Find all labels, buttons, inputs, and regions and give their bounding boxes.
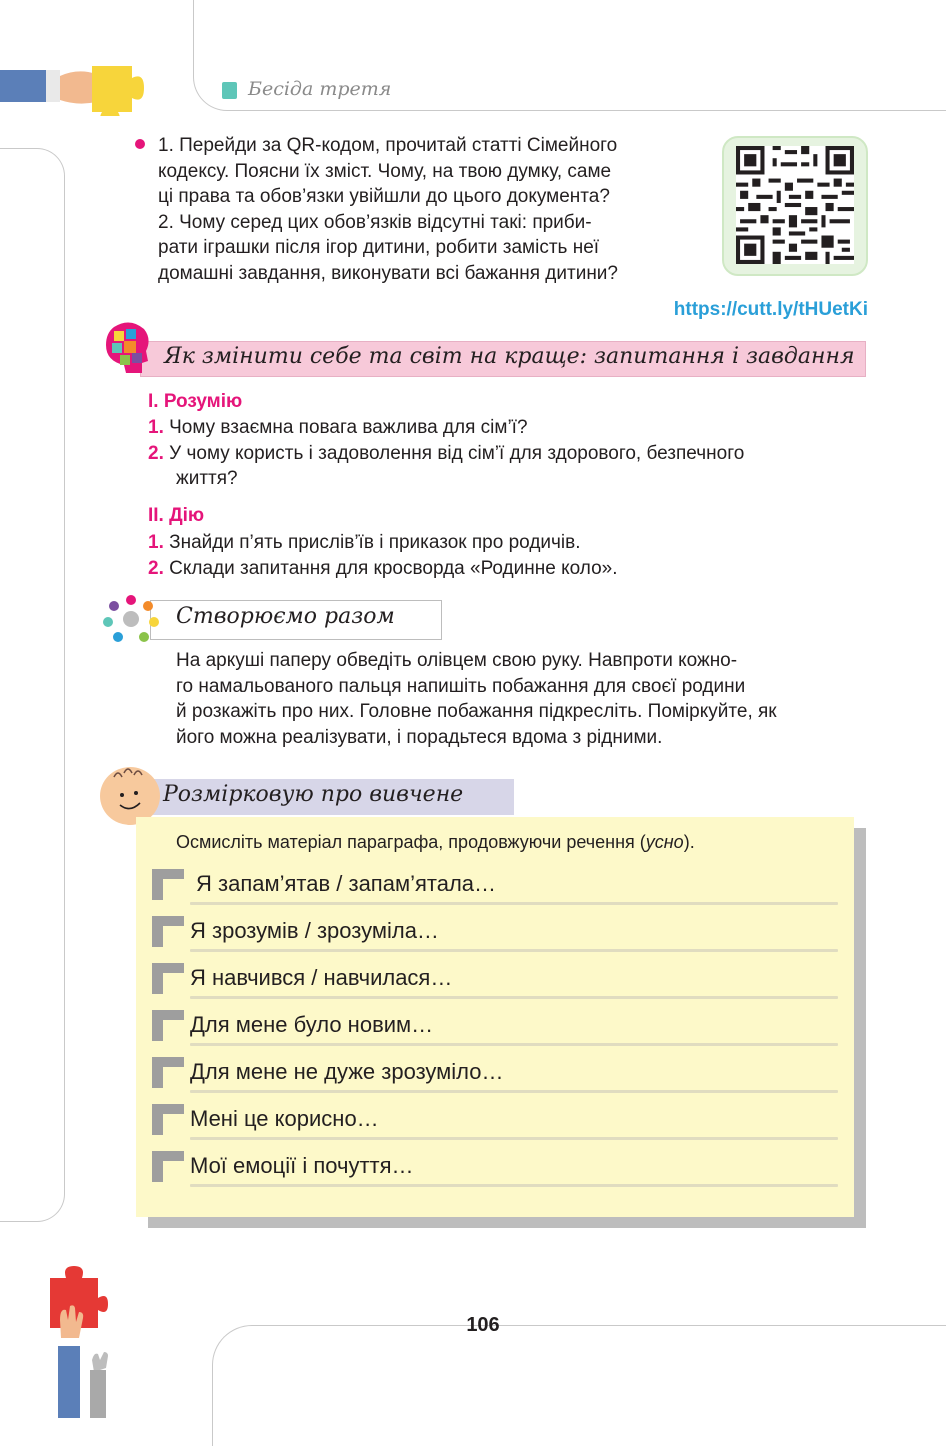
item-text: Чому взаємна повага важлива для сім’ї? [169, 417, 528, 438]
reflection-prompt: Мені це корисно… [190, 1106, 379, 1131]
questions-banner-title: Як змінити себе та світ на краще: запитання і завдання [164, 344, 855, 369]
item-number: 1. [148, 532, 164, 553]
qr-task-line: ці права та обов’язки увійшли до цього документа? [158, 186, 610, 207]
act-item [148, 556, 868, 582]
answer-line [190, 1137, 838, 1140]
prompt-marker-icon [152, 916, 184, 947]
footer-line [330, 1325, 458, 1326]
page-number: 106 [466, 1314, 500, 1336]
prompt-marker-icon [152, 1151, 184, 1182]
qr-task-line: 1. Перейди за QR-кодом, прочитай статті Сімейного [158, 135, 618, 156]
paragraph-line: На аркуші паперу обведіть олівцем свою руку. Навпроти кожно- [176, 650, 738, 671]
reflection-prompt: Я зрозумів / зрозуміла… [190, 918, 439, 943]
qr-task-line: рати іграшки після ігор дитини, робити замість неї [158, 237, 600, 258]
reflection-prompt-row [152, 1057, 842, 1097]
item-text: Знайди п’ять прислів’їв і приказок про родичів. [169, 532, 581, 553]
item-number: 2. [148, 443, 164, 464]
understand-heading: I. Розумію [148, 391, 243, 412]
reflection-prompt: Я запам’ятав / запам’ятала… [196, 871, 497, 896]
reflection-prompt-row [152, 963, 842, 1003]
act-item [148, 530, 868, 556]
reflection-prompt: Для мене було новим… [190, 1012, 434, 1037]
people-circle-icon [100, 594, 162, 644]
reflection-prompt: Для мене не дуже зрозуміло… [190, 1059, 504, 1084]
qr-link[interactable]: https://cutt.ly/tHUetKi [673, 299, 868, 320]
intro-text: Осмисліть матеріал параграфа, продовжуючи речення ( [176, 832, 646, 852]
answer-line [190, 949, 838, 952]
paragraph-line: його можна реалізувати, і порадьтеся вдома з рідними. [176, 726, 663, 748]
prompt-marker-icon [152, 1104, 184, 1135]
reflect-title: Розмірковую про вивчене [163, 782, 464, 807]
left-frame-line [0, 148, 65, 1222]
item-number: 2. [148, 558, 164, 579]
qr-task-line: 2. Чому серед цих обов’язків відсутні такі: приби- [158, 211, 592, 233]
reflection-prompt: Мої емоції і почуття… [190, 1153, 414, 1178]
answer-line [190, 1184, 838, 1187]
item-number: 1. [148, 417, 164, 438]
prompt-marker-icon [152, 1010, 184, 1041]
chapter-title: Бесіда третя [248, 78, 392, 100]
qr-task-text [158, 133, 700, 286]
reflection-prompt-row [152, 869, 842, 909]
create-together-text [176, 648, 868, 750]
prompt-marker-icon [152, 869, 184, 900]
paragraph-line: й розкажіть про них. Головне побажання підкресліть. Поміркуйте, як [176, 701, 777, 722]
intro-text-end: ). [683, 832, 695, 852]
hands-puzzle-icon [44, 1264, 124, 1418]
reflection-prompt-row [152, 1151, 842, 1191]
qr-code-frame[interactable] [722, 136, 868, 276]
colorful-head-icon [100, 321, 152, 379]
create-together-title: Створюємо разом [176, 604, 395, 629]
intro-italic: усно [645, 832, 684, 852]
reflection-prompt-row [152, 916, 842, 956]
answer-line [190, 1090, 838, 1093]
item-text: Склади запитання для кросворда «Родинне коло». [169, 558, 618, 579]
reflection-prompt-row [152, 1104, 842, 1144]
understand-item [148, 415, 868, 441]
act-heading: II. Дію [148, 505, 205, 526]
paragraph-line: го намальованого пальця напишіть побажання для своєї родини [176, 675, 746, 697]
answer-line [190, 1043, 838, 1046]
understand-item [148, 441, 868, 467]
qr-code-icon[interactable] [736, 146, 854, 264]
answer-line [190, 902, 838, 905]
item-text: У чому користь і задоволення від сім’ї для здорового, безпечного [169, 443, 745, 464]
reflect-intro [176, 832, 695, 853]
answer-line [190, 996, 838, 999]
reflection-prompt: Я навчився / навчилася… [190, 965, 453, 990]
bottom-frame-line [212, 1325, 946, 1446]
qr-task-line: домашні завдання, виконувати всі бажання дитини? [158, 262, 618, 284]
header-marker [222, 82, 237, 99]
item-text-continued: життя? [176, 468, 238, 489]
reflection-prompt-row [152, 1010, 842, 1050]
prompt-marker-icon [152, 963, 184, 994]
bullet-marker [135, 139, 145, 149]
hand-puzzle-icon [0, 62, 160, 116]
qr-task-line: кодексу. Поясни їх зміст. Чому, на твою думку, саме [158, 160, 612, 182]
prompt-marker-icon [152, 1057, 184, 1088]
